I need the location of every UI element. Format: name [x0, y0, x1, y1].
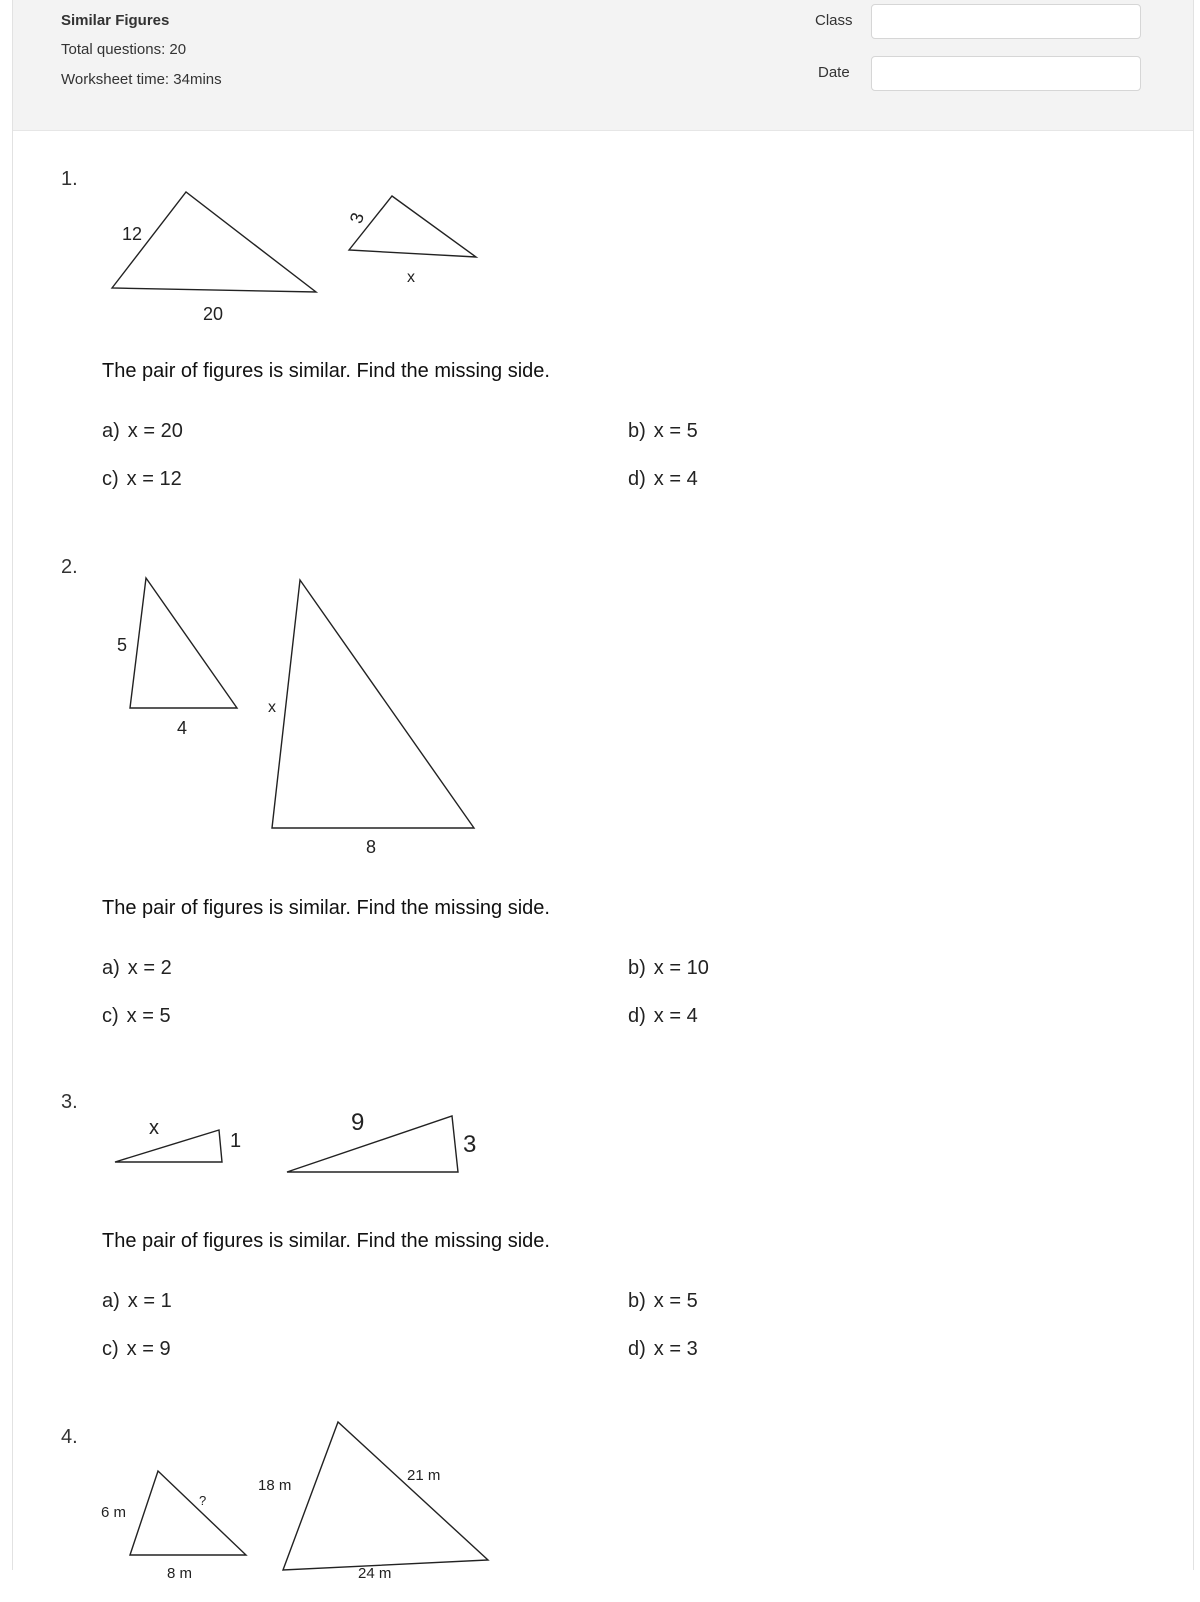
- option-letter: b): [628, 1290, 646, 1312]
- option-text: x = 20: [127, 420, 183, 442]
- question-1-number: 1.: [61, 168, 78, 190]
- figure-label: 4: [177, 718, 188, 738]
- small-triangle: [130, 1471, 246, 1555]
- option-text: x = 3: [653, 1338, 698, 1360]
- figure-label: 9: [351, 1109, 365, 1136]
- option-letter: c): [102, 1338, 119, 1360]
- option-letter: c): [102, 468, 119, 490]
- option-letter: d): [628, 468, 646, 490]
- option-letter: a): [102, 957, 120, 979]
- figure-label: 21 m: [407, 1467, 441, 1484]
- figure-label: 24 m: [358, 1565, 392, 1582]
- question-2-prompt: The pair of figures is similar. Find the missing side.: [102, 897, 550, 919]
- large-triangle: [283, 1422, 488, 1570]
- option-letter: b): [628, 957, 646, 979]
- option-text: x = 12: [126, 468, 182, 490]
- option-text: x = 5: [653, 420, 698, 442]
- total-questions: Total questions: 20: [61, 41, 187, 58]
- option-text: x = 5: [653, 1290, 698, 1312]
- option-letter: c): [102, 1005, 119, 1027]
- option-text: x = 1: [127, 1290, 172, 1312]
- option-text: x = 9: [126, 1338, 171, 1360]
- option-text: x = 10: [653, 957, 709, 979]
- option-letter: d): [628, 1005, 646, 1027]
- figure-label: x: [407, 269, 415, 286]
- figure-label: ?: [199, 1493, 207, 1508]
- option-letter: a): [102, 420, 120, 442]
- question-3-prompt: The pair of figures is similar. Find the missing side.: [102, 1230, 550, 1252]
- figure-label: 8 m: [167, 1565, 193, 1582]
- option-letter: a): [102, 1290, 120, 1312]
- figure-label: 18 m: [258, 1477, 292, 1494]
- figure-label: 6 m: [101, 1504, 127, 1521]
- figure-label: 8: [366, 837, 377, 857]
- option-letter: d): [628, 1338, 646, 1360]
- figure-label: x: [149, 1117, 159, 1139]
- figure-label: 5: [117, 635, 128, 655]
- date-label: Date: [818, 64, 850, 81]
- question-4-number: 4.: [61, 1426, 78, 1448]
- figure-label: 3: [463, 1131, 477, 1158]
- option-text: x = 5: [126, 1005, 171, 1027]
- figure-label: 20: [203, 304, 224, 324]
- figure-label: 3: [345, 210, 369, 226]
- option-letter: b): [628, 420, 646, 442]
- class-label: Class: [815, 12, 853, 29]
- question-2-number: 2.: [61, 556, 78, 578]
- worksheet-time: Worksheet time: 34mins: [61, 71, 222, 88]
- question-1-prompt: The pair of figures is similar. Find the missing side.: [102, 360, 550, 382]
- option-text: x = 4: [653, 468, 698, 490]
- figure-label: x: [268, 699, 276, 716]
- option-text: x = 2: [127, 957, 172, 979]
- option-text: x = 4: [653, 1005, 698, 1027]
- figure-label: 1: [230, 1130, 242, 1152]
- figure-label: 12: [122, 224, 143, 244]
- worksheet-title: Similar Figures: [61, 12, 170, 29]
- question-3-number: 3.: [61, 1091, 78, 1113]
